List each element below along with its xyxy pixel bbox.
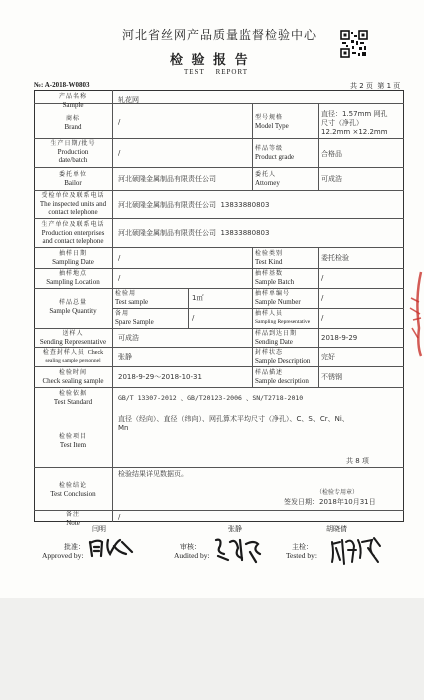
production-enterprises-label-en1: Production enterprises bbox=[41, 229, 105, 237]
sample-description-label-cn: 样品描述 bbox=[255, 369, 284, 376]
grade-value: 合格品 bbox=[321, 150, 342, 158]
model-value-line2: 尺寸（净孔） bbox=[321, 119, 363, 127]
production-date-label-cn: 生产日期/批号 bbox=[50, 140, 96, 147]
sample-description-value: 不锈钢 bbox=[321, 373, 342, 381]
tested-label-en: Tested by: bbox=[286, 551, 317, 560]
sending-rep-value: 可成浩 bbox=[118, 334, 139, 342]
sealing-state-label-en: Sample Description bbox=[255, 357, 311, 365]
check-sealing-person-label-cn bbox=[34, 349, 112, 357]
audited-label-cn: 审核： bbox=[180, 543, 201, 551]
test-sample-value: 1㎡ bbox=[192, 294, 204, 302]
sampling-rep-label-cn: 抽样人员 bbox=[255, 310, 284, 317]
sample-batch-value: / bbox=[321, 274, 324, 282]
test-sample-label-cn: 检验用 bbox=[115, 290, 137, 297]
note-label-cn: 备注 bbox=[65, 511, 80, 518]
production-date-label-en1: Production bbox=[57, 148, 89, 156]
sample-batch-label-cn: 抽样基数 bbox=[255, 270, 284, 277]
report-title-cn: 检 验 报 告 bbox=[170, 53, 250, 68]
grade-label-en: Product grade bbox=[255, 153, 295, 161]
tested-signature bbox=[328, 534, 384, 568]
sampling-location-label-cn: 抽样地点 bbox=[58, 270, 87, 277]
test-item-label-en: Test Item bbox=[59, 441, 87, 449]
sample-name-label-cn: 产品名称 bbox=[58, 93, 87, 100]
sample-number-label-en: Sample Number bbox=[255, 298, 301, 306]
sampling-location-label-en: Sampling Location bbox=[46, 278, 100, 286]
test-item-count: 共 8 项 bbox=[346, 457, 369, 465]
approved-label-cn: 批准： bbox=[64, 543, 85, 551]
approved-label-en: Approved by: bbox=[42, 551, 84, 560]
test-standard-label-cn: 检验依据 bbox=[58, 390, 87, 397]
bailor-label-cn: 委托单位 bbox=[58, 171, 87, 178]
inspected-units-label-en1: The inspected units and bbox=[39, 200, 107, 208]
sealing-state-label-cn: 封样状态 bbox=[255, 349, 284, 356]
sealing-state-value: 完好 bbox=[321, 353, 335, 361]
production-date-label-en2: date/batch bbox=[58, 156, 88, 164]
test-item-label-cn: 检验项目 bbox=[58, 433, 87, 440]
test-kind-label-en: Test Kind bbox=[255, 258, 283, 266]
production-date-value: / bbox=[118, 149, 121, 157]
sampling-date-label-cn: 抽样日期 bbox=[58, 250, 87, 257]
tested-name-print: 胡晓倩 bbox=[326, 525, 347, 533]
page-indicator: 共 2 页 第 1 页 bbox=[350, 82, 401, 90]
test-conclusion-value: 检验结果详见数据页。 bbox=[118, 470, 188, 478]
sampling-location-value: / bbox=[118, 274, 121, 282]
red-seal-stamp-fragment bbox=[405, 268, 424, 358]
note-value: / bbox=[118, 513, 121, 521]
test-kind-label-cn: 检验类别 bbox=[255, 250, 284, 257]
tested-label-cn: 主检： bbox=[292, 543, 313, 551]
attorney-value: 可成浩 bbox=[321, 175, 342, 183]
test-standard-label-en: Test Standard bbox=[53, 398, 93, 406]
spare-sample-label-cn: 备用 bbox=[115, 310, 130, 317]
bailor-value: 河北硕隆金属制品有限责任公司 bbox=[118, 175, 216, 183]
spare-sample-label-en: Spare Sample bbox=[115, 318, 154, 326]
approved-signature bbox=[86, 534, 136, 562]
sample-number-value: / bbox=[321, 294, 324, 302]
production-enterprises-label-en2: and contact telephone bbox=[42, 237, 104, 245]
brand-label-en: Brand bbox=[64, 123, 82, 131]
sending-rep-label-cn: 送样人 bbox=[62, 330, 84, 337]
bailor-label-en: Bailor bbox=[64, 179, 82, 187]
model-value-line1: 直径：1.57mm 网孔 bbox=[321, 110, 388, 118]
model-label-en: Model Type bbox=[255, 122, 289, 130]
brand-value: / bbox=[118, 118, 121, 126]
sampling-rep-label-en: Sampling Representative bbox=[255, 319, 311, 325]
audited-label-en: Audited by: bbox=[174, 551, 210, 560]
issue-date: 签发日期：2018年10月31日 bbox=[284, 498, 376, 506]
test-conclusion-label-en: Test Conclusion bbox=[50, 490, 96, 498]
test-item-value-line2: Mn bbox=[118, 424, 129, 432]
sample-number-label-cn: 抽样单编号 bbox=[255, 290, 291, 297]
sampling-rep-value: / bbox=[321, 314, 324, 322]
note-label-en: Note bbox=[66, 519, 80, 527]
sampling-date-value: / bbox=[118, 254, 121, 262]
check-sealing-person-cn-text: 检查封样人员 bbox=[42, 349, 85, 356]
test-standard-value: GB/T 13307-2012 、GB/T20123-2006 、SN/T2718-2010 bbox=[118, 394, 304, 402]
sending-rep-label-en: Sending Representative bbox=[39, 338, 107, 346]
test-kind-value: 委托检验 bbox=[321, 254, 349, 262]
sending-date-value: 2018-9-29 bbox=[321, 334, 358, 342]
qr-code-icon bbox=[340, 30, 368, 58]
test-conclusion-label-cn: 检验结论 bbox=[58, 482, 87, 489]
production-enterprises-label-cn: 生产单位及联系电话 bbox=[41, 221, 105, 228]
brand-label-cn: 商标 bbox=[65, 115, 80, 122]
audited-signature bbox=[212, 534, 266, 566]
report-title-en: TEST REPORT bbox=[184, 68, 249, 76]
test-item-value-line1: 直径（经向）、直径（纬向）、网孔算术平均尺寸（净孔）、C、S、Cr、Ni、 bbox=[118, 415, 349, 423]
sample-name-label-en: Sample bbox=[62, 101, 84, 109]
sample-description-label-en: Sample description bbox=[255, 377, 309, 385]
sending-date-label-cn: 样品到达日期 bbox=[255, 330, 298, 337]
report-number: №: A-2018-W0803 bbox=[34, 81, 90, 89]
attorney-label-cn: 委托人 bbox=[255, 171, 277, 178]
inspected-units-label-en2: contact telephone bbox=[48, 208, 98, 216]
sending-date-label-en: Sending Date bbox=[255, 338, 293, 346]
grade-label-cn: 样品等级 bbox=[255, 145, 284, 152]
check-time-label-cn: 检验时间 bbox=[58, 369, 87, 376]
check-sealing-person-en2: sealing sample personnel bbox=[45, 358, 101, 364]
sample-name-value: 轧花网 bbox=[118, 96, 139, 104]
model-value-line3: 12.2mm ×12.2mm bbox=[321, 128, 388, 136]
model-label-cn: 型号规格 bbox=[255, 114, 284, 121]
check-time-value: 2018-9-29～2018-10-31 bbox=[118, 373, 202, 381]
audited-name-print: 张静 bbox=[228, 525, 242, 533]
sample-quantity-label-en: Sample Quantity bbox=[49, 307, 97, 315]
check-sealing-person-en1: Check bbox=[87, 350, 104, 356]
check-time-label-en: Check sealing sample bbox=[42, 377, 104, 385]
sample-quantity-label-cn: 样品总量 bbox=[58, 299, 87, 306]
check-sealing-person-value: 张静 bbox=[118, 353, 132, 361]
approved-name-print: 闫明 bbox=[92, 525, 106, 533]
sample-batch-label-en: Sample Batch bbox=[255, 278, 295, 286]
sampling-date-label-en: Sampling Date bbox=[52, 258, 94, 266]
inspected-units-label-cn: 受检单位及联系电话 bbox=[41, 192, 105, 199]
production-enterprises-value: 河北硕隆金属制品有限责任公司 13833880803 bbox=[118, 229, 270, 237]
spare-sample-value: / bbox=[192, 314, 195, 322]
test-sample-label-en: Test sample bbox=[115, 298, 149, 306]
inspected-units-value: 河北硕隆金属制品有限责任公司 13833880803 bbox=[118, 201, 270, 209]
stamp-note: （检验专用章） bbox=[316, 489, 359, 496]
org-title: 河北省丝网产品质量监督检验中心 bbox=[122, 28, 318, 42]
attorney-label-en: Attorney bbox=[255, 179, 280, 187]
